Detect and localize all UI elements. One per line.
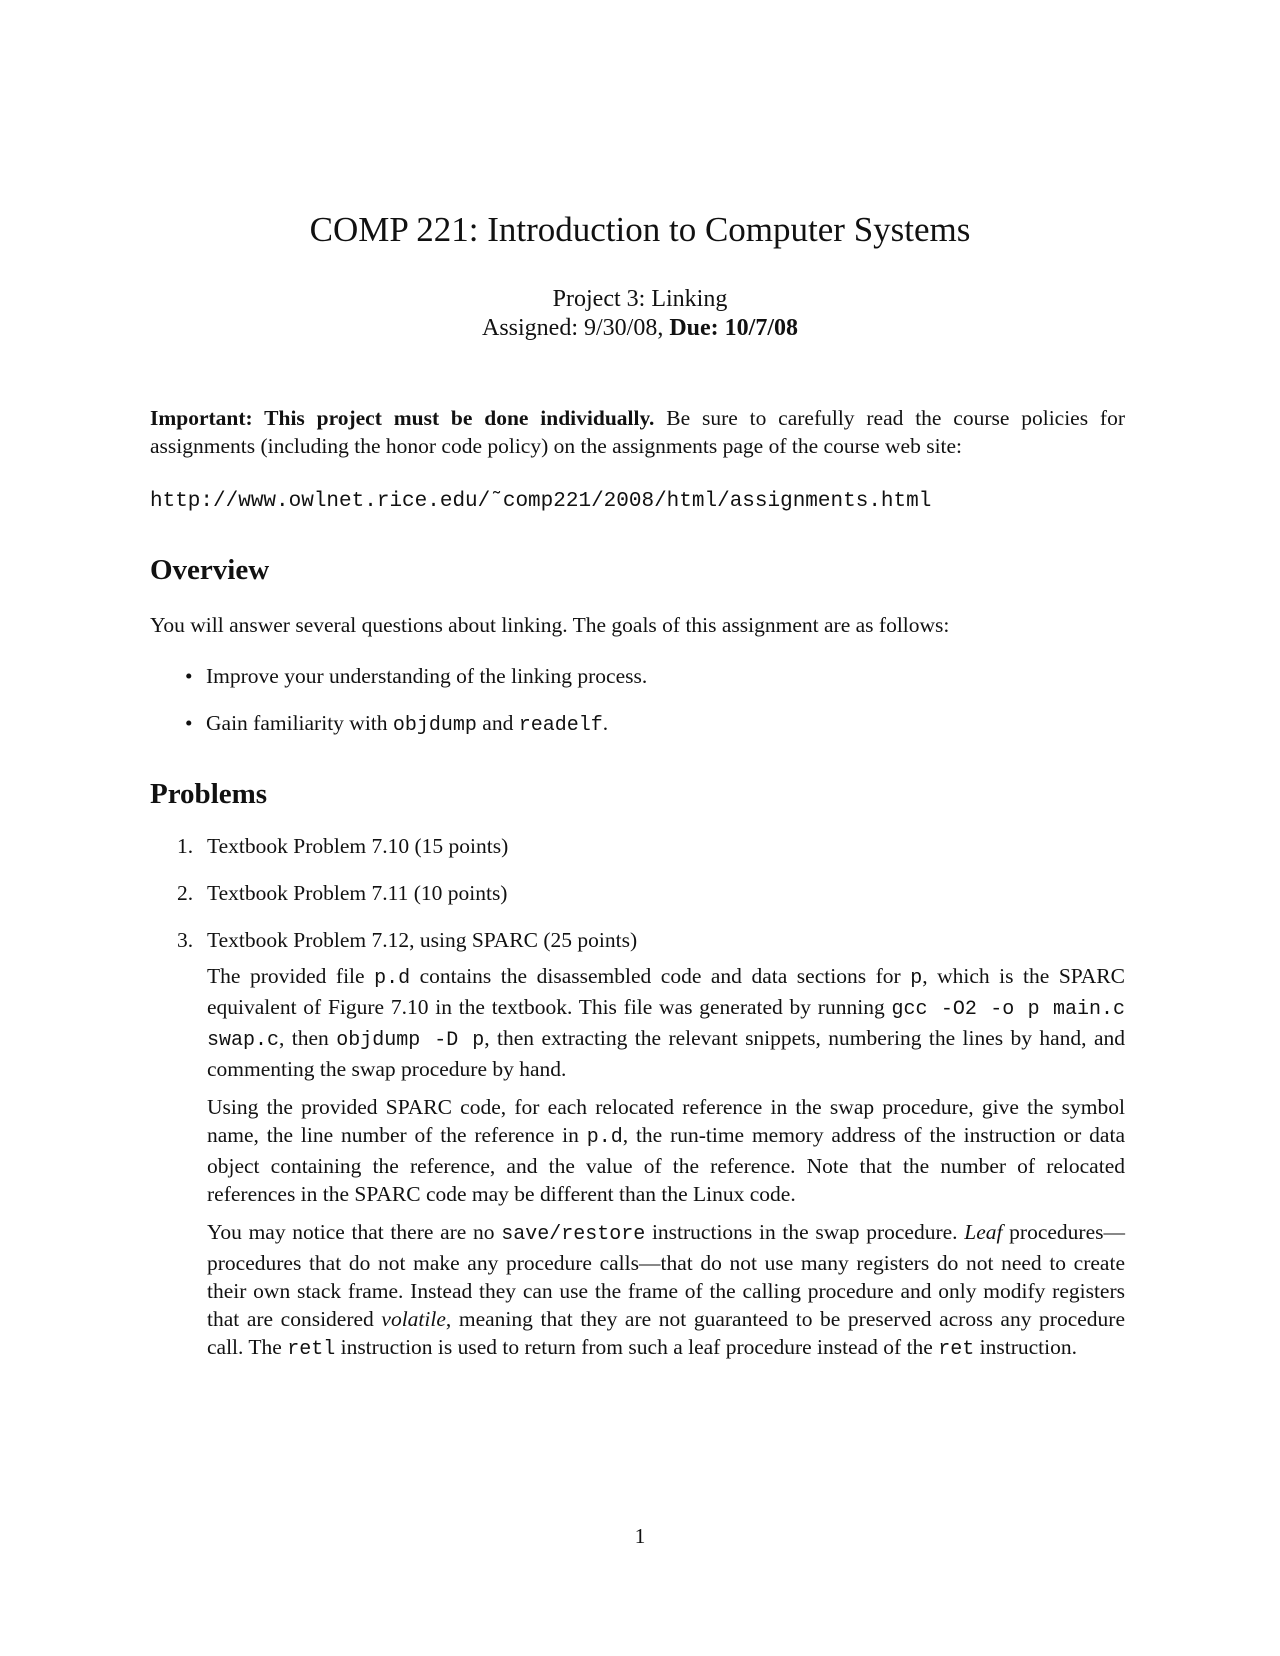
code-objdump: objdump — [392, 714, 477, 737]
course-title: COMP 221: Introduction to Computer Systems — [309, 210, 971, 249]
assigned-label: Assigned: 9/30/08, — [481, 315, 664, 341]
problems-heading: Problems — [150, 778, 268, 810]
problem-3-paragraph-2: Using the provided SPARC code, for each relocated reference in the swap procedure, give the symbol name, the line number of the reference in p.d, the run-time memory address of the instruction or data object containing the reference, and the value of the reference. Note that the number of relocated references in the SPARC code may be different than the Linux code. — [207, 1095, 1125, 1206]
problem-item: 1. Textbook Problem 7.10 (15 points) — [177, 834, 509, 858]
problem-item: 3. Textbook Problem 7.12, using SPARC (25 points) The provided file p.d contains the disassembled code and data sections for p, which is the SPARC equivalent of Figure 7.10 in the textbook. This file was generated by running gcc -O2 -o p main.c swap.c, then objdump -D p, then extracting the relevant snippets, numbering the lines by hand, and commenting the swap procedure by hand. Using the provided SPARC code, for each relocated reference in the swap procedure, give the symbol name, the line number of the reference in p.d, the run-time memory address of the instruction or data object containing the reference, and the value of the reference. Note that the number of relocated references in the SPARC code may be different than the Linux code. You may notice that there are no save/restore instructions in the swap procedure. Leaf procedures—procedures that do not make any procedure calls—that do not use many registers do not need to create their own stack frame. Instead they can use the frame of the calling procedure and only modify registers that are considered volatile, meaning that they are not guaranteed to be preserved across any procedure call. The retl instruction is used to return from such a leaf procedure instead of the ret instruction. — [150, 926, 1125, 1364]
problem-item: 2. Textbook Problem 7.11 (10 points) — [177, 881, 508, 905]
important-text: Be sure to carefully read the course policies for assignments (including the honor code policy) on the assignments page of the course web site: — [150, 406, 1125, 458]
problem-3-paragraph-1: The provided file p.d contains the disassembled code and data sections for p, which is the SPARC equivalent of Figure 7.10 in the textbook. This file was generated by running gcc -O2 -o p main.c swap.c, then objdump -D p, then extracting the relevant snippets, numbering the lines by hand, and commenting the swap procedure by hand. — [207, 964, 1125, 1081]
overview-heading: Overview — [150, 554, 270, 586]
important-lead: Important: This project must be done individually. — [150, 406, 655, 430]
project-line: Project 3: Linking — [552, 286, 728, 312]
problem-3-paragraph-3: You may notice that there are no save/restore instructions in the swap procedure. Leaf procedures—procedures that do not make any procedure calls—that do not use many registers do not need to create their own stack frame. Instead they can use the frame of the calling procedure and only modify registers that are considered volatile, meaning that they are not guaranteed to be preserved across any procedure call. The retl instruction is used to return from such a leaf procedure instead of the ret instruction. — [207, 1220, 1125, 1361]
overview-intro: You will answer several questions about linking. The goals of this assignment are as follows: — [150, 613, 950, 637]
list-item: • Improve your understanding of the linking process. — [185, 664, 648, 688]
page-number: 1 — [634, 1524, 646, 1548]
due-label: Due: 10/7/08 — [669, 315, 798, 341]
list-item: • Gain familiarity with objdump and readelf. — [185, 711, 609, 737]
assigned-line — [0, 314, 1280, 343]
bullet-icon: • — [185, 711, 193, 735]
goals-list — [150, 662, 1125, 759]
code-readelf: readelf — [518, 714, 603, 737]
project-subtitle — [0, 285, 1280, 343]
assignments-url[interactable]: http://www.owlnet.rice.edu/˜comp221/2008/html/assignments.html — [150, 490, 932, 513]
problems-list — [150, 832, 1125, 1374]
bullet-icon: • — [185, 664, 193, 688]
important-notice — [150, 404, 1125, 460]
